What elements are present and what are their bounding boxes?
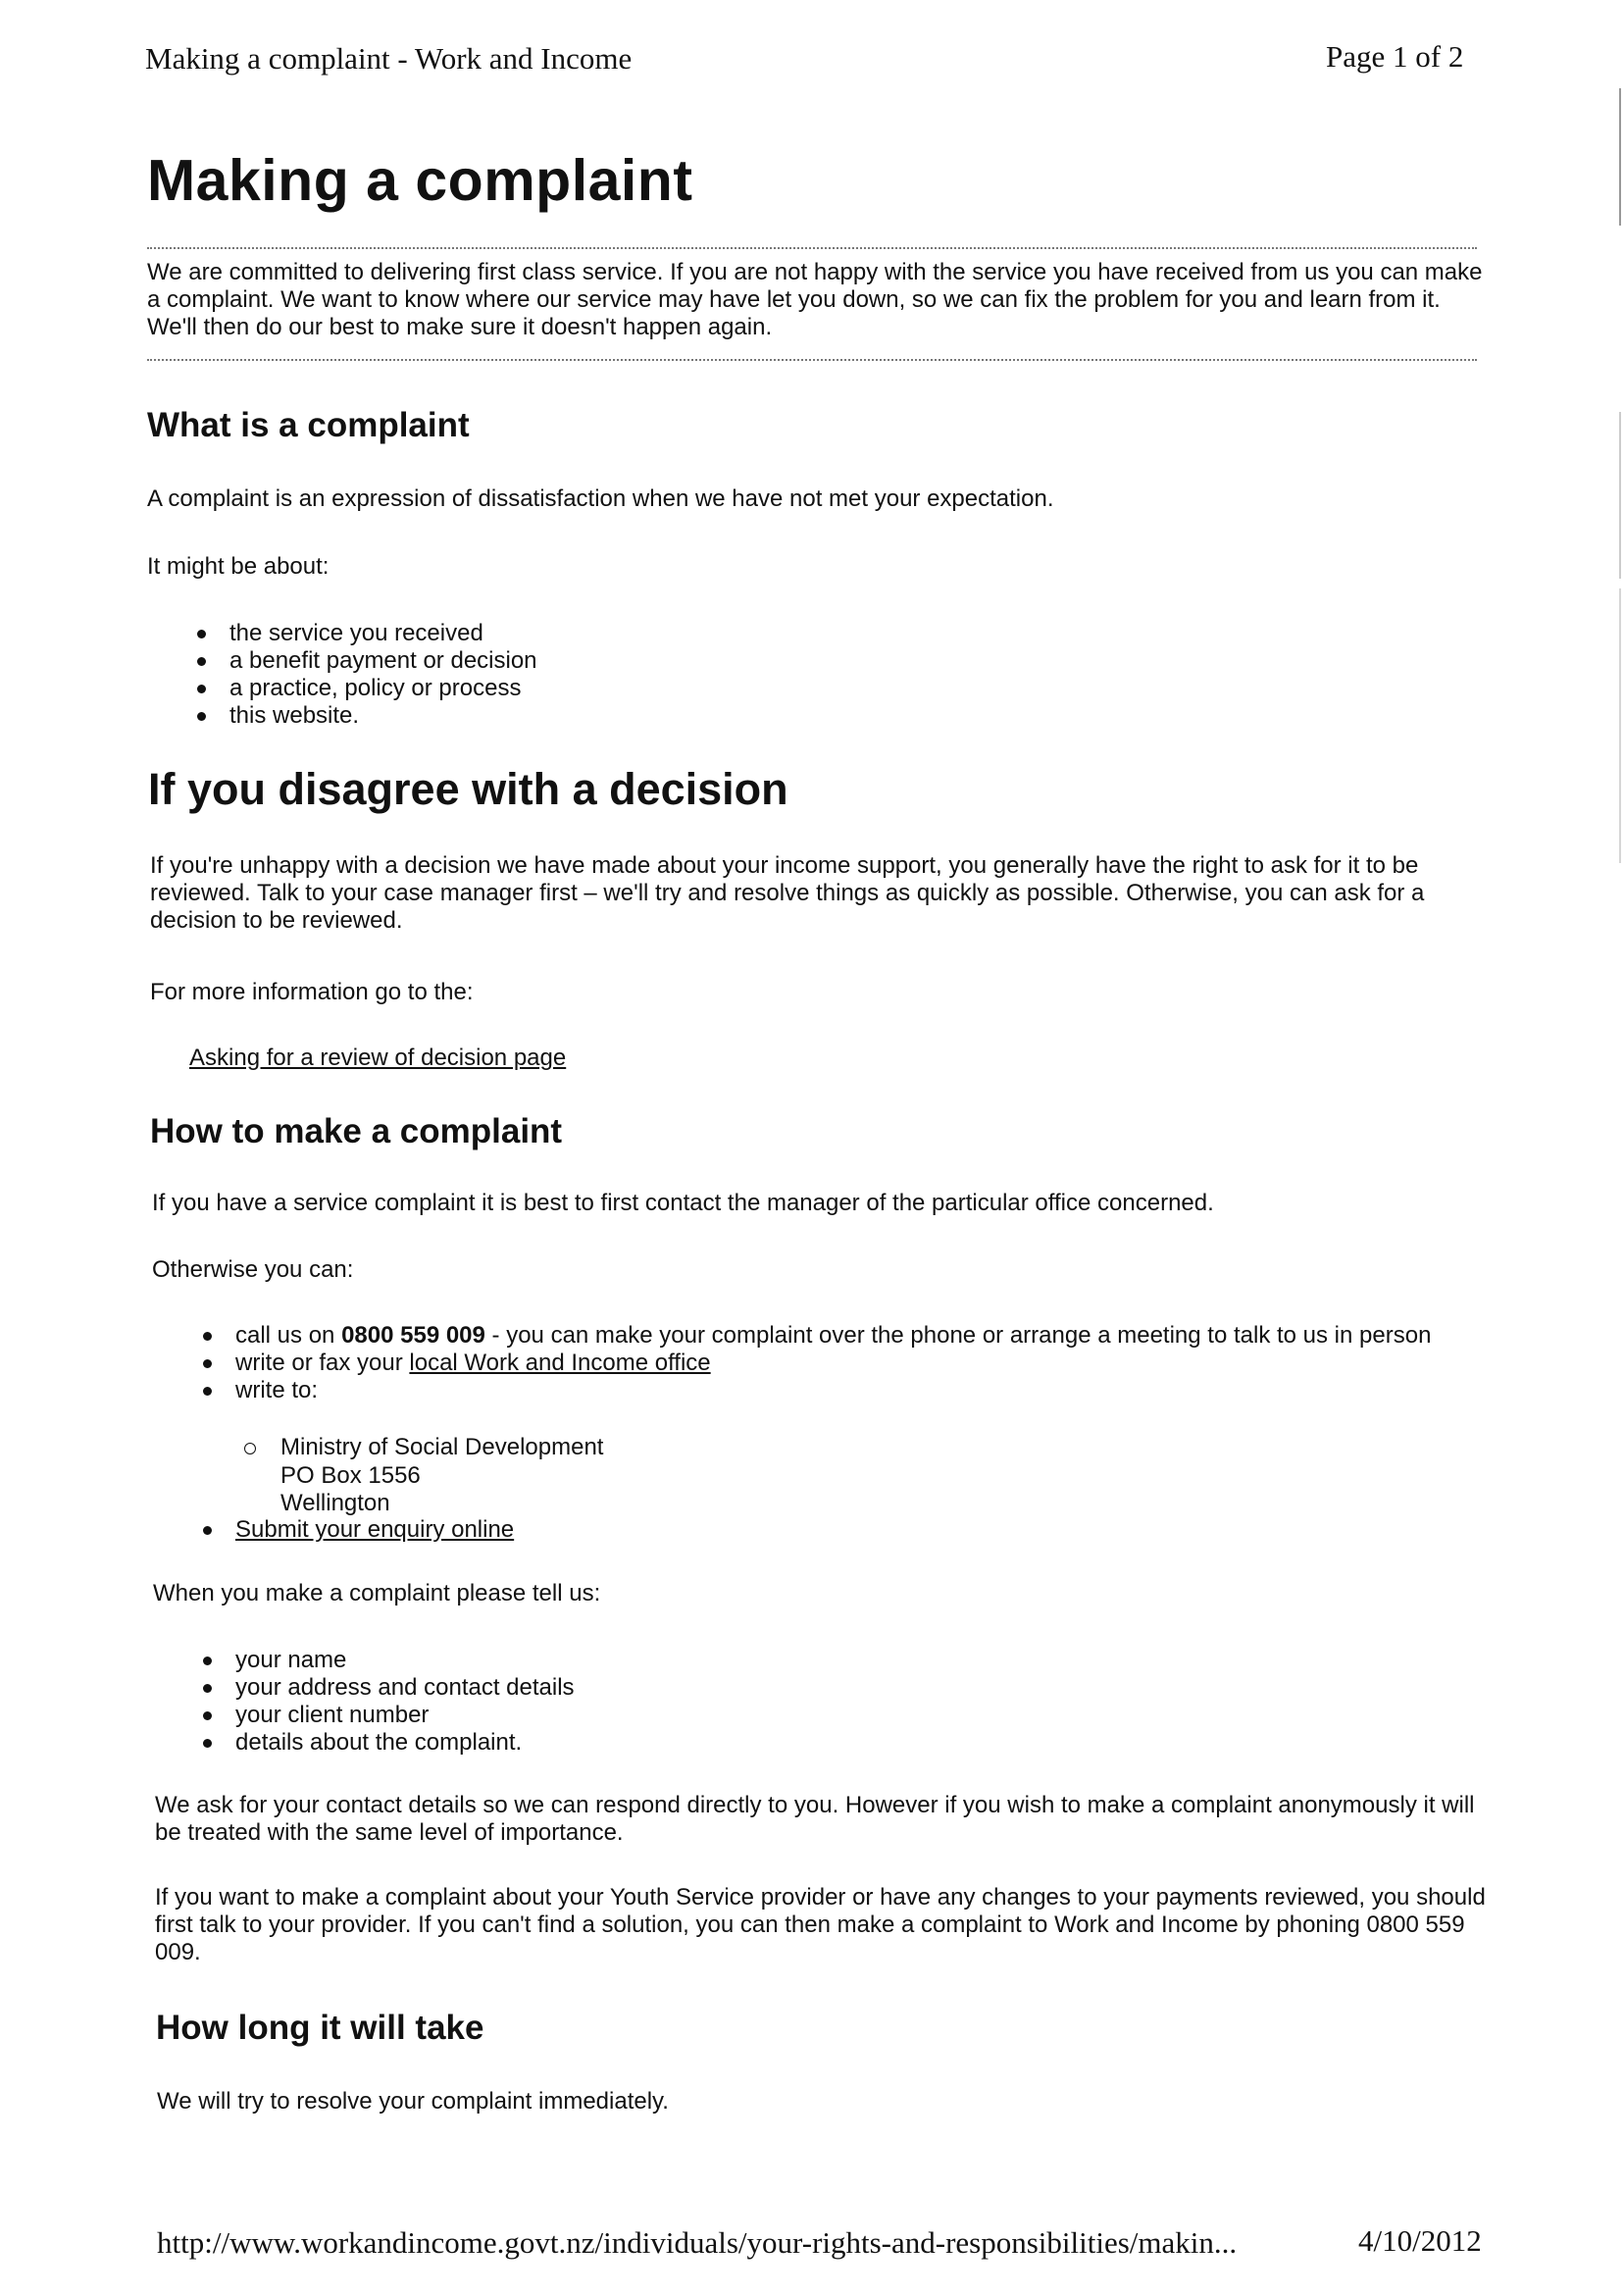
footer-url: http://www.workandincome.govt.nz/individuals/your-rights-and-responsibilities/makin... <box>157 2225 1238 2260</box>
submit-enquiry-link[interactable]: Submit your enquiry online <box>235 1516 515 1543</box>
contact-details-note: We ask for your contact details so we can respond directly to you. However if you wish to make a complaint anonymously it will be treated with the same level of importance. <box>155 1792 1475 1846</box>
heading-how-long: How long it will take <box>156 2009 484 2047</box>
about-list <box>197 620 537 730</box>
heading-how-to-complain: How to make a complaint <box>150 1112 563 1150</box>
scan-edge-mark <box>1619 88 1621 226</box>
service-complaint-intro: If you have a service complaint it is best to first contact the manager of the particular office concerned. <box>152 1190 1214 1216</box>
list-item: your client number <box>203 1702 575 1729</box>
footer-date: 4/10/2012 <box>1358 2223 1482 2258</box>
review-decision-link[interactable]: Asking for a review of decision page <box>189 1045 567 1071</box>
heading-disagree-decision: If you disagree with a decision <box>148 764 788 814</box>
postal-address <box>280 1434 603 1518</box>
list-item: your address and contact details <box>203 1674 575 1702</box>
otherwise-label: Otherwise you can: <box>152 1256 354 1283</box>
write-fax-prefix: write or fax your <box>235 1350 410 1376</box>
divider-bottom <box>147 359 1477 361</box>
list-item <box>203 1516 1439 1544</box>
local-office-link[interactable]: local Work and Income office <box>409 1350 711 1376</box>
tell-us-label: When you make a complaint please tell us: <box>153 1580 601 1606</box>
write-to-label: write to: <box>235 1377 319 1403</box>
scan-edge-mark <box>1619 588 1621 863</box>
page-number: Page 1 of 2 <box>1326 39 1464 74</box>
how-long-body: We will try to resolve your complaint immediately. <box>157 2088 669 2115</box>
heading-what-is-a-complaint: What is a complaint <box>147 406 470 444</box>
address-line: Ministry of Social Development <box>280 1434 604 1460</box>
disagree-body: If you're unhappy with a decision we have made about your income support, you generally have the right to ask for it to be reviewed. Talk to your case manager first – we'll try and resolve things as quickly as possible. Otherwise, you can ask for a decision to be reviewed. <box>150 852 1425 934</box>
list-item: the service you received <box>197 620 537 647</box>
divider-top <box>147 247 1477 249</box>
youth-service-note: If you want to make a complaint about your Youth Service provider or have any changes to your payments reviewed, you should first talk to your provider. If you can't find a solution, you can then make a complaint to Work and Income by phoning 0800 559 009. <box>155 1884 1486 1965</box>
page-title: Making a complaint <box>147 148 693 213</box>
address-line: Wellington <box>280 1490 390 1516</box>
phone-number: 0800 559 009 <box>341 1322 485 1349</box>
call-prefix: call us on <box>235 1322 342 1349</box>
address-line: PO Box 1556 <box>280 1461 421 1489</box>
list-item: this website. <box>197 702 537 730</box>
more-info-label: For more information go to the: <box>150 979 474 1005</box>
tell-us-list <box>203 1647 575 1757</box>
list-item <box>203 1322 1439 1350</box>
complaint-definition: A complaint is an expression of dissatisfaction when we have not met your expectation. <box>147 485 1054 512</box>
intro-text: We are committed to delivering first class service. If you are not happy with the service you have received from us you can make a complaint. We want to know where our service may have let you down, so we can fix the problem for you and learn from it. We'll then do our best to make sure it doesn't happen again. <box>147 259 1483 340</box>
list-item: a benefit payment or decision <box>197 647 537 675</box>
scan-edge-mark <box>1619 412 1621 579</box>
list-item: your name <box>203 1647 575 1674</box>
list-item: a practice, policy or process <box>197 675 537 702</box>
list-item: details about the complaint. <box>203 1729 575 1757</box>
call-suffix: - you can make your complaint over the phone or arrange a meeting to talk to us in person <box>484 1322 1432 1349</box>
circle-bullet-icon <box>244 1443 256 1454</box>
about-label: It might be about: <box>147 553 330 580</box>
header-title: Making a complaint - Work and Income <box>145 41 633 76</box>
list-item <box>203 1350 1439 1377</box>
